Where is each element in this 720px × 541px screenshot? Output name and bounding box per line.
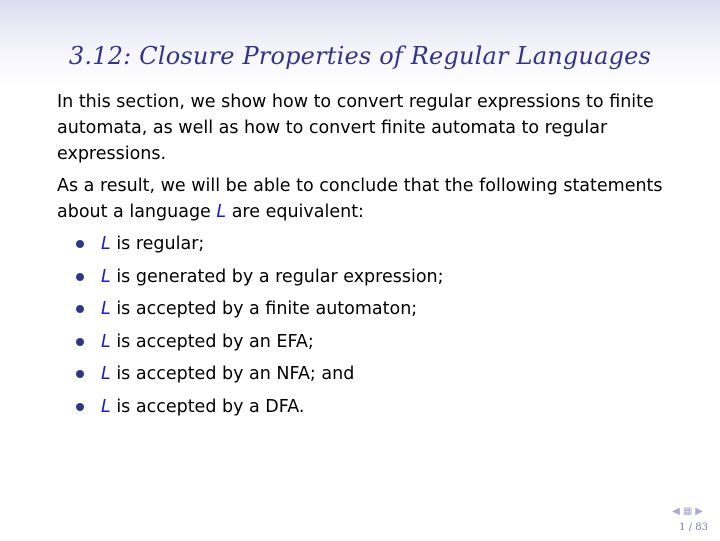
slide-title: 3.12: Closure Properties of Regular Languages	[68, 42, 652, 70]
bullet-icon	[76, 273, 84, 281]
equivalence-list	[57, 231, 682, 420]
bullet-icon	[76, 403, 84, 411]
prev-arrow-icon[interactable]: ◀	[672, 506, 683, 517]
language-variable: L	[101, 364, 111, 384]
equivalence-paragraph	[57, 173, 682, 225]
language-variable: L	[101, 331, 111, 352]
navigation-controls	[672, 506, 706, 517]
list-item-text: is regular;	[110, 234, 205, 254]
intro-paragraph: In this section, we show how to convert regular expressions to finite automata, as well as how to convert finite automata to regular expressions.	[57, 92, 654, 164]
language-variable: L	[216, 202, 227, 222]
list-item	[57, 329, 682, 355]
slide-body	[57, 89, 682, 426]
next-arrow-icon[interactable]: ▶	[695, 506, 706, 517]
bullet-icon	[76, 305, 84, 313]
list-item-text: is accepted by a finite automaton;	[110, 299, 418, 319]
equivalence-text-prefix: As a result, we will be able to conclude that the following statements about a language	[57, 176, 663, 222]
list-item	[57, 264, 682, 290]
bullet-icon	[76, 370, 84, 378]
language-variable: L	[101, 396, 111, 417]
list-item-text: is accepted by an NFA; and	[110, 364, 355, 384]
list-item	[57, 231, 682, 257]
list-item-text: is accepted by a DFA.	[110, 396, 305, 417]
list-item-text: is accepted by an EFA;	[110, 331, 314, 352]
language-variable: L	[101, 266, 111, 287]
bullet-icon	[76, 240, 84, 248]
equivalence-text-suffix: are equivalent:	[226, 202, 364, 222]
list-item	[57, 296, 682, 322]
bullet-icon	[76, 338, 84, 346]
list-item	[57, 394, 682, 420]
language-variable: L	[101, 299, 111, 319]
language-variable: L	[101, 234, 111, 254]
frame-icon[interactable]: ▦	[682, 506, 696, 517]
list-item	[57, 361, 682, 387]
page-indicator: 1 / 83	[679, 522, 708, 533]
list-item-text: is generated by a regular expression;	[110, 266, 444, 287]
